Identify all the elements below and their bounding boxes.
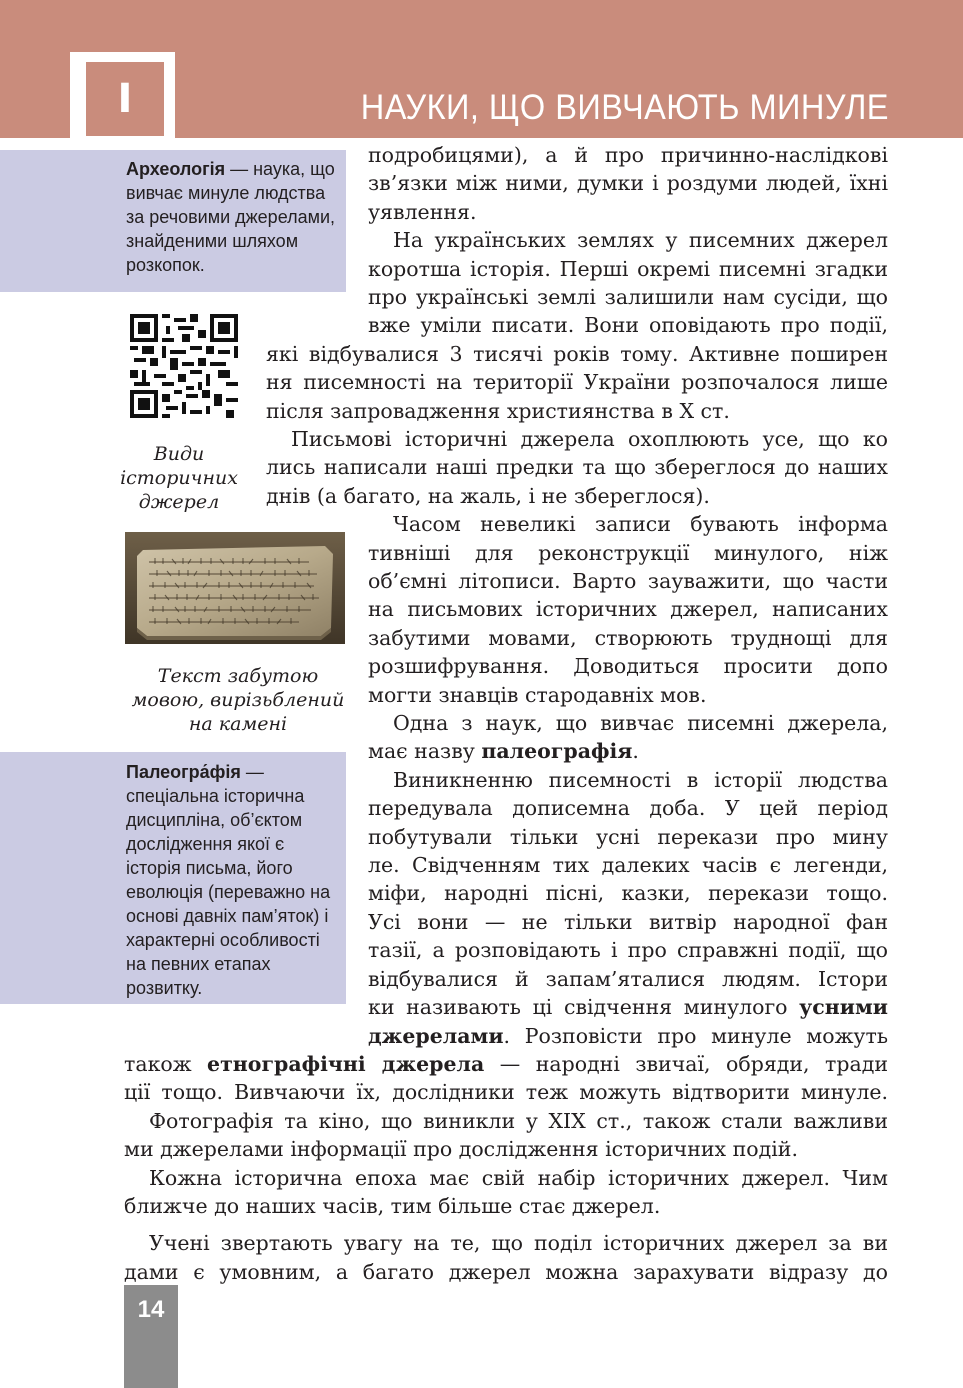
text-fragment: ки називають ці свідчення минулого xyxy=(368,995,800,1020)
stone-tablet-image xyxy=(125,532,345,644)
text-line: ня писемності на території України розпочалося лише xyxy=(266,370,888,395)
text-line: могти знавців стародавніх мов. xyxy=(368,682,707,707)
text-line: вже уміли писати. Вони оповідають про події, xyxy=(368,313,888,338)
text-line: відбувалися й запам’яталися людям. Істори xyxy=(368,966,888,991)
text-fragment: . xyxy=(632,739,639,764)
text-line: дами є умовним, а багато джерел можна зарахувати відразу до xyxy=(124,1259,888,1284)
text-line: після запровадження християнства в X ст. xyxy=(266,398,730,423)
definition-text: — наука, що вивчає минуле людства за речовими джерелами, знайденими шляхом розкопок. xyxy=(126,159,336,275)
definition-term: Археологія xyxy=(126,159,226,179)
text-line: тивніші для реконструкції минулого, ніж xyxy=(368,540,888,565)
text-line: днів (а багато, на жаль, і не збереглося). xyxy=(266,483,710,508)
text-line xyxy=(368,1022,888,1050)
key-term: палеографія xyxy=(481,739,633,764)
text-line: коротша історія. Перші окремі писемні згадки xyxy=(368,256,888,281)
text-line: Фотографія та кіно, що виникли у XIX ст., також стали важливи xyxy=(149,1108,888,1133)
text-line: Письмові історичні джерела охоплюють усе, що ко xyxy=(291,427,888,452)
body-text-full xyxy=(124,1050,888,1286)
text-line: ле. Свідченням тих далеких часів є легенди, xyxy=(368,853,888,878)
page-number: 14 xyxy=(137,1296,165,1323)
text-line: ми джерелами інформації про дослідження історичних подій. xyxy=(124,1137,798,1162)
text-line xyxy=(368,737,888,765)
body-text-narrow-bottom xyxy=(368,510,888,1050)
text-fragment: також xyxy=(124,1052,208,1076)
text-line: ції тощо. Вивчаючи їх, дослідники теж можуть відтворити минуле. xyxy=(124,1080,888,1105)
text-line: Виникненню писемності в історії людства xyxy=(393,767,888,792)
text-line: Учені звертають увагу на те, що поділ історичних джерел за ви xyxy=(149,1231,888,1256)
definition-box-archaeology xyxy=(0,150,346,292)
text-line: розшифрування. Доводиться просити допо xyxy=(368,654,888,679)
text-line: уявлення. xyxy=(368,199,477,224)
text-line: Одна з наук, що вивчає писемні джерела, xyxy=(393,711,888,736)
definition-term: Палеогра́фія xyxy=(126,762,241,782)
body-text-narrow-top xyxy=(368,141,888,340)
text-line: об’ємні літописи. Варто зауважити, що части xyxy=(368,569,888,593)
text-line: на письмових історичних джерел, написаних xyxy=(368,597,888,622)
text-line: забутими мовами, створюють труднощі для xyxy=(368,625,888,650)
definition-text: — спеціальна історична дисципліна, об’єктом дослідження якої є історія письма, його еволюція (переважно на основі давніх пам’яток) і характерні особливості на певних етапах розвитку. xyxy=(126,762,331,998)
text-line: які відбувалися 3 тисячі років тому. Активне поширен xyxy=(266,341,888,366)
text-line: про українські землі залишили нам сусіди, що xyxy=(368,285,888,310)
text-line: подробицями), а й про причинно-наслідкові xyxy=(368,143,888,167)
key-term: усними xyxy=(799,995,888,1020)
key-term: джерелами xyxy=(368,1023,504,1048)
text-line: На українських землях у писемних джерел xyxy=(393,228,888,253)
text-line: зв’язки між ними, думки і роздуми людей, їхні xyxy=(368,171,888,196)
chapter-title: НАУКИ, ЩО ВИВЧАЮТЬ МИНУЛЕ xyxy=(360,88,889,127)
text-line: побутували тільки усні перекази про мину xyxy=(368,824,888,849)
qr-caption: Види історичних джерел xyxy=(120,443,238,513)
text-line: передувала дописемна доба. У цей період xyxy=(368,796,888,821)
qr-code-icon[interactable] xyxy=(130,314,238,418)
text-fragment: — народні звичаї, обряди, тради xyxy=(484,1052,888,1076)
text-line: тазії, а розповідають і про справжні події, що xyxy=(368,938,888,963)
chapter-number: I xyxy=(86,62,164,136)
text-fragment: має назву xyxy=(368,739,482,764)
text-line: ближче до наших часів, тим більше стає джерел. xyxy=(124,1194,661,1219)
text-line: Кожна історична епоха має свій набір історичних джерел. Чим xyxy=(149,1165,888,1190)
body-text-medium xyxy=(266,340,888,510)
text-line: міфи, народні пісні, казки, перекази тощо. xyxy=(368,881,888,906)
text-line xyxy=(124,1050,888,1078)
key-term: етнографічні джерела xyxy=(207,1052,485,1076)
text-line: лись написали наші предки та що збереглося до наших xyxy=(266,455,888,480)
image-caption: Текст забутою мовою, вирізьблений на камені xyxy=(131,665,345,735)
text-line: Часом невеликі записи бувають інформа xyxy=(393,512,888,537)
text-fragment: . Розповісти про минуле можуть xyxy=(503,1023,888,1048)
text-line xyxy=(368,993,888,1021)
text-line: Усі вони — не тільки витвір народної фан xyxy=(368,909,888,934)
definition-box-paleography xyxy=(0,752,346,1004)
